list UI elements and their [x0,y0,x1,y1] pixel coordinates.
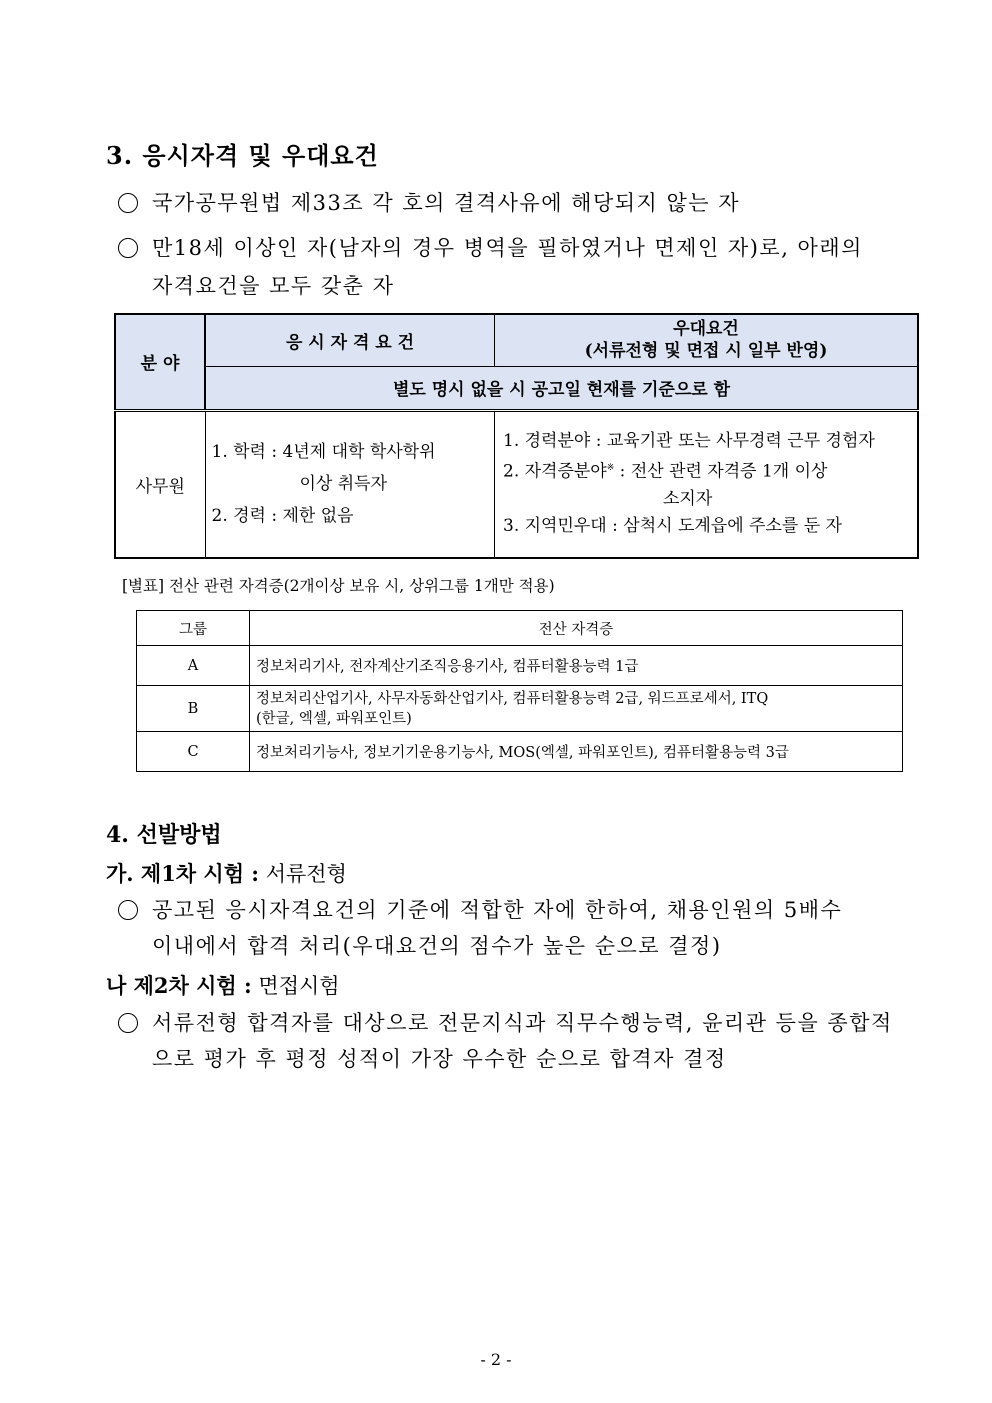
circle-bullet-icon [118,193,138,213]
bullet-age-requirement [118,228,863,268]
table-row [137,732,903,772]
pref-certificate [503,455,916,486]
pref-certificate-cont: 소지자 [663,489,713,510]
bullet-text: 공고된 응시자격요건의 기준에 적합한 자에 한하여, 채용인원의 5배수 [152,898,843,922]
certificate-table [136,610,903,772]
cert-cell: 정보처리기사, 전자계산기조직응용기사, 컴퓨터활용능력 1급 [250,646,903,686]
step2-name: 면접시험 [251,974,340,998]
group-cell: B [137,686,250,732]
header-preference-title: 우대요건 [673,319,739,340]
page-number: - 2 - [480,1350,512,1369]
row-field-clerk: 사무원 [115,410,205,558]
header-cert: 전산 자격증 [250,611,903,646]
cert-cell [250,686,903,732]
cert-cell: 정보처리기능사, 정보기기운용기능사, MOS(엑셀, 파워포인트), 컴퓨터활용능력 3급 [250,732,903,772]
requirements-table [114,313,919,559]
section4-title: 4. 선발방법 [106,822,222,848]
pref-cert-label: 2. 자격증분야 [503,462,607,483]
step1-name: 서류전형 [259,862,347,886]
bullet-disqualification [118,183,740,223]
table-row [137,686,903,732]
step2-label: 나 제2차 시험 : [106,973,252,998]
header-preference-note: (서류전형 및 면접 시 일부 반영) [584,341,828,362]
step1-label: 가. 제1차 시험 : [106,861,260,886]
bullet-step2-cont: 으로 평가 후 평정 성적이 가장 우수한 순으로 합격자 결정 [152,1047,727,1071]
pref-local-resident: 3. 지역민우대 : 삼척시 도계읍에 주소를 둔 자 [503,516,842,537]
circle-bullet-icon [118,238,138,258]
bullet-continuation: 자격요건을 모두 갖춘 자 [152,274,395,298]
cell-requirements [205,410,495,558]
cert-line: 정보처리산업기사, 사무자동화산업기사, 컴퓨터활용능력 2급, 워드프로세서, ITQ [256,690,769,707]
cell-preferences [495,410,919,558]
pref-experience: 1. 경력분야 : 교육기관 또는 사무경력 근무 경험자 [503,431,875,452]
header-requirement: 응 시 자 격 요 건 [205,314,495,366]
section3-title: 3. 응시자격 및 우대요건 [106,141,379,170]
header-basis-date: 별도 명시 없을 시 공고일 현재를 기준으로 함 [205,366,918,410]
bullet-step2 [118,1003,893,1043]
pref-cert-rest: : 전산 관련 자격증 1개 이상 [614,462,828,483]
req-education-cont: 이상 취득자 [299,474,388,495]
bullet-text: 국가공무원법 제33조 각 호의 결격사유에 해당되지 않는 자 [152,191,741,215]
header-field: 분 야 [115,314,205,410]
header-group: 그룹 [137,611,250,646]
cert-line: (한글, 엑셀, 파워포인트) [256,710,412,727]
bullet-step1-cont: 이내에서 합격 처리(우대요건의 점수가 높은 순으로 결정) [152,934,722,958]
bullet-step1 [118,890,842,930]
group-cell: A [137,646,250,686]
step1-heading [106,858,347,888]
pref-cert-mark: ※ [606,463,615,474]
circle-bullet-icon [118,900,138,920]
req-experience: 2. 경력 : 제한 없음 [211,506,354,527]
bullet-text: 서류전형 합격자를 대상으로 전문지식과 직무수행능력, 윤리관 등을 종합적 [152,1011,893,1035]
header-preference [495,314,919,366]
bullet-text: 만18세 이상인 자(남자의 경우 병역을 필하였거나 면제인 자)로, 아래의 [152,236,863,260]
cert-note: [별표] 전산 관련 자격증(2개이상 보유 시, 상위그룹 1개만 적용) [122,577,555,595]
group-cell: C [137,732,250,772]
req-education: 1. 학력 : 4년제 대학 학사학위 [211,442,436,463]
step2-heading [106,970,340,1000]
circle-bullet-icon [118,1013,138,1033]
table-row [137,646,903,686]
